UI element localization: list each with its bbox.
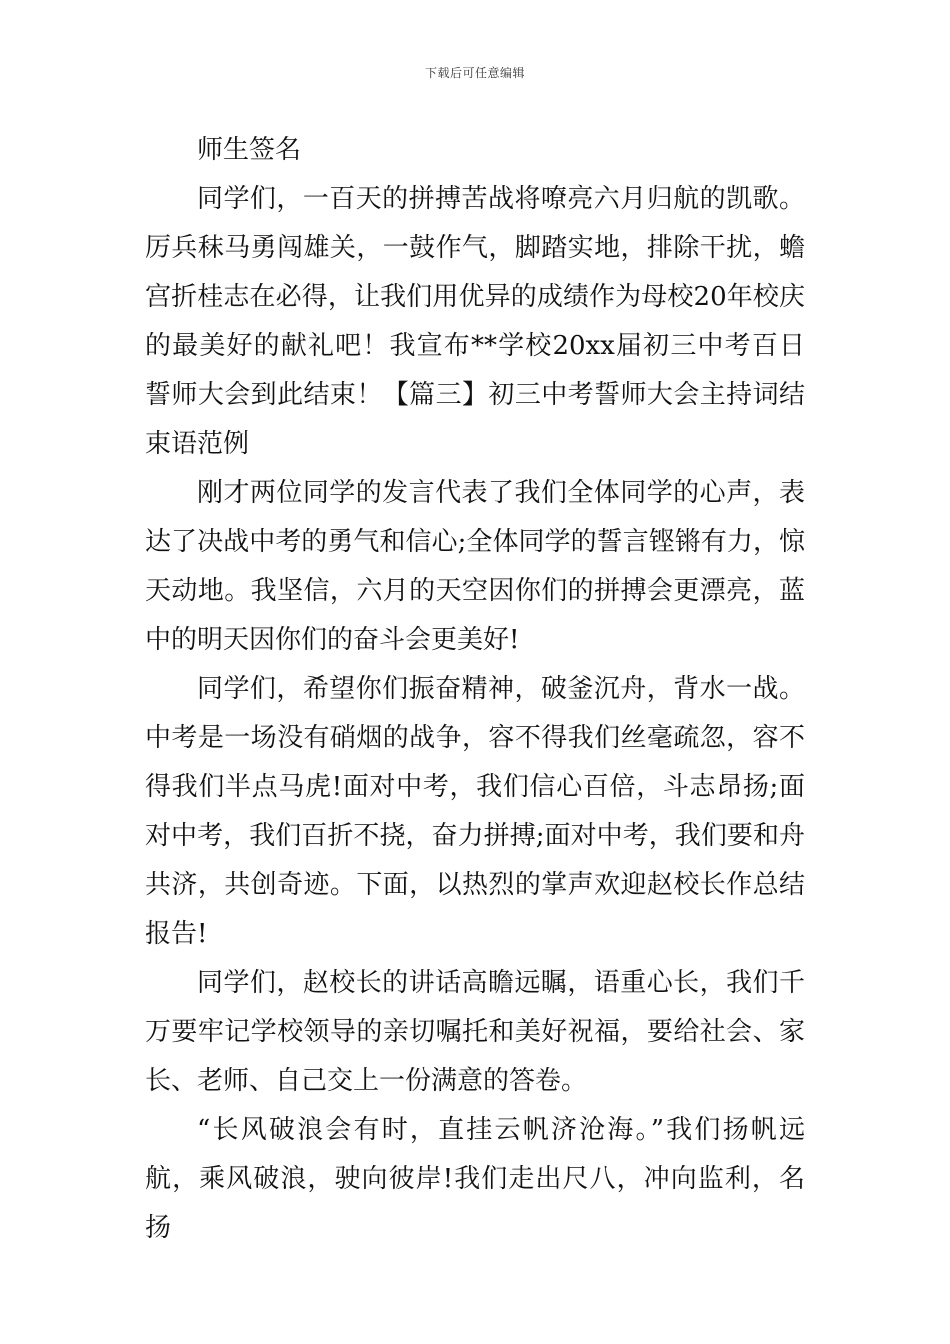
paragraph-poem-quote: “长风破浪会有时，直挂云帆济沧海。”我们扬帆远航，乘风破浪，驶向彼岸!我们走出尺八，冲向监利，名扬 — [145, 1115, 805, 1243]
page-header: 下载后可任意编辑 — [424, 66, 525, 80]
paragraph-closing-announcement: 同学们，一百天的拼搏苦战将嘹亮六月归航的凯歌。厉兵秣马勇闯雄关，一鼓作气，脚踏实地，排除干扰，蟾宫折桂志在必得，让我们用优异的成绩作为母校20年校庆的最美好的献礼吧！我宣布**学校20xx届初三中考百日誓师大会到此结束！【篇三】初三中考誓师大会主持词结束语范例 — [145, 184, 805, 459]
paragraph-principal-speech: 同学们，赵校长的讲话高瞻远瞩，语重心长，我们千万要牢记学校领导的亲切嘱托和美好祝福，要给社会、家长、老师、自己交上一份满意的答卷。 — [145, 968, 805, 1096]
paragraph-signature: 师生签名 — [197, 135, 302, 165]
document-body — [145, 126, 805, 1253]
paragraph-encouragement: 同学们，希望你们振奋精神，破釜沉舟，背水一战。中考是一场没有硝烟的战争，容不得我们丝毫疏忽，容不得我们半点马虎!面对中考，我们信心百倍，斗志昂扬;面对中考，我们百折不挠，奋力拼搏;面对中考，我们要和舟共济，共创奇迹。下面，以热烈的掌声欢迎赵校长作总结报告! — [145, 674, 805, 949]
paragraph-students-voice: 刚才两位同学的发言代表了我们全体同学的心声，表达了决战中考的勇气和信心;全体同学的誓言铿锵有力，惊天动地。我坚信，六月的天空因你们的拼搏会更漂亮，蓝中的明天因你们的奋斗会更美好! — [145, 478, 805, 655]
